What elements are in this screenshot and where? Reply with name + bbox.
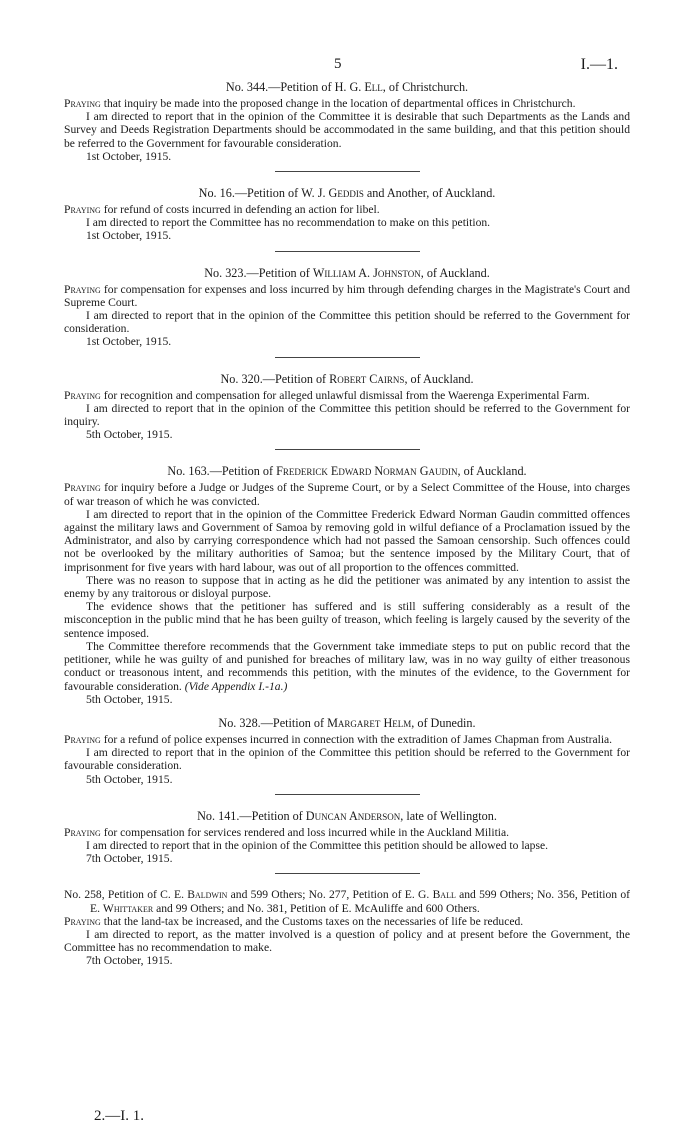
petition-title: No. 344.—Petition of H. G. Ell, of Christchurch. [225,80,469,94]
report-paragraph: I am directed to report that in the opinion of the Committee this petition should be referred to the Government for consideration. [64,309,630,336]
report-date: 7th October, 1915. [86,852,173,866]
report-paragraph: I am directed to report that in the opinion of the Committee this petition should be referred to the Government for inquiry. [64,401,630,429]
petition-entry [64,186,630,252]
section-divider [275,794,420,795]
report-date: 5th October, 1915. [86,772,173,786]
petition-entry [64,372,630,451]
petition-entry-combined [64,888,630,967]
petition-entry [64,80,630,172]
section-divider [275,357,420,358]
section-divider [275,171,420,172]
praying-paragraph: Praying for compensation for services rendered and loss incurred while in the Auckland Militia. [64,825,510,839]
signature-mark: 2.—I. 1. [94,1108,144,1124]
page-number: 5 [334,56,342,72]
petition-title: No. 16.—Petition of W. J. Geddis and Another, of Auckland. [198,186,496,201]
petition-title: No. 320.—Petition of Robert Cairns, of Auckland. [220,371,474,386]
report-date: 5th October, 1915. [86,428,173,442]
report-paragraph: I am directed to report that in the opinion of the Committee this petition should be allowed to lapse. [86,838,549,852]
praying-paragraph: Praying that inquiry be made into the proposed change in the location of departmental offices in Christchurch. [64,97,576,110]
document-reference: I.—1. [580,56,618,73]
petition-entry [64,809,630,875]
report-paragraph: I am directed to report that in the opinion of the Committee this petition should be referred to the Government for favourable consideration. [64,746,630,773]
petitioner-name: William A. Johnston [312,265,421,280]
section-divider [275,873,420,874]
report-date: 1st October, 1915. [86,229,172,243]
report-paragraph: I am directed to report the Committee has no recommendation to make on this petition. [86,216,491,230]
report-date: 5th October, 1915. [86,692,173,706]
petitioner-name: H. G. Ell [334,80,383,94]
report-paragraph: The Committee therefore recommends that the Government take immediate steps to put on public record that the petitioner, while he was guilty of and punished for breaches of military law, was in no way guilty of either treasonous conduct or treasonous intent, and recommends this petition, with the minutes of the evidence, to the Government for favourable consideration. (Vide Appendix I.-1a.) [64,639,630,693]
appendix-reference: (Vide Appendix I.-1a.) [184,679,288,693]
section-divider [275,449,420,450]
praying-paragraph: Praying for compensation for expenses and loss incurred by him through defending charges in the Magistrate's Court and Supreme Court. [64,282,630,309]
report-paragraph: I am directed to report that in the opinion of the Committee Frederick Edward Norman Gaudin committed offences against the military laws and Government of Samoa by removing gold in wilful defiance of a Proclamation issued by the Administrator, and also by carrying correspondence which had not passed the Samoan censorship. Such offences could not be overlooked by the military authorities of Samoa; but the sentence imposed by the Military Court, that of imprisonment for five years with hard labour, was out of all proportion to the offences committed. [64,507,630,574]
petitions-report [64,80,630,968]
petition-title: No. 323.—Petition of William A. Johnston, of Auckland. [204,265,490,280]
petitioner-name: W. J. Geddis [301,186,364,201]
petition-entry [64,266,630,358]
praying-paragraph: Praying for inquiry before a Judge or Judges of the Supreme Court, or by a Select Committee of the House, into charges of war treason of which he was convicted. [64,481,630,508]
petition-entry [64,716,630,795]
praying-paragraph: Praying that the land-tax be increased, and the Customs taxes on the necessaries of life be reduced. [64,914,524,928]
petitioner-name: Frederick Edward Norman Gaudin [276,464,458,479]
praying-paragraph: Praying for recognition and compensation for alleged unlawful dismissal from the Waerenga Experimental Farm. [64,388,590,402]
report-date: 1st October, 1915. [86,149,172,163]
report-paragraph: The evidence shows that the petitioner has suffered and is still suffering considerably as a result of the misconception in the public mind that he has been guilty of treason, which feeling is largely caused by the severity of the sentence imposed. [64,600,630,640]
praying-paragraph: Praying for a refund of police expenses incurred in connection with the extradition of James Chapman from Australia. [64,732,613,746]
petition-entry-gaudin [64,464,630,705]
petition-title: No. 141.—Petition of Duncan Anderson, late of Wellington. [197,808,497,823]
section-divider [275,251,420,252]
petitioner-name: Margaret Helm [327,715,412,730]
petition-title: No. 328.—Petition of Margaret Helm, of Dunedin. [218,715,476,730]
petitioner-name: Duncan Anderson [305,808,401,823]
report-date: 1st October, 1915. [86,335,172,349]
report-paragraph: I am directed to report that in the opinion of the Committee it is desirable that such Departments as the Lands and Survey and Deeds Registration Departments should be accommodated in the same building, and that this petition should be referred to the Government for favourable consideration. [64,110,630,150]
praying-paragraph: Praying for refund of costs incurred in defending an action for libel. [64,203,380,217]
report-date: 7th October, 1915. [86,954,173,968]
report-paragraph: There was no reason to suppose that in acting as he did the petitioner was animated by any intention to assist the enemy by any traitorous or disloyal purpose. [64,573,630,601]
petition-title: No. 163.—Petition of Frederick Edward Norman Gaudin, of Auckland. [167,464,527,479]
petitioner-name: Robert Cairns [329,371,405,386]
combined-petition-title: No. 258, Petition of C. E. Baldwin and 599 Others; No. 277, Petition of E. G. Ball and 599 Others; No. 356, Petition of E. Whittaker and 99 Others; and No. 381, Petition of E. McAuliffe and 600 Others. [64,888,630,915]
report-paragraph: I am directed to report, as the matter involved is a question of policy and at present before the Government, the Committee has no recommendation to make. [64,927,630,955]
